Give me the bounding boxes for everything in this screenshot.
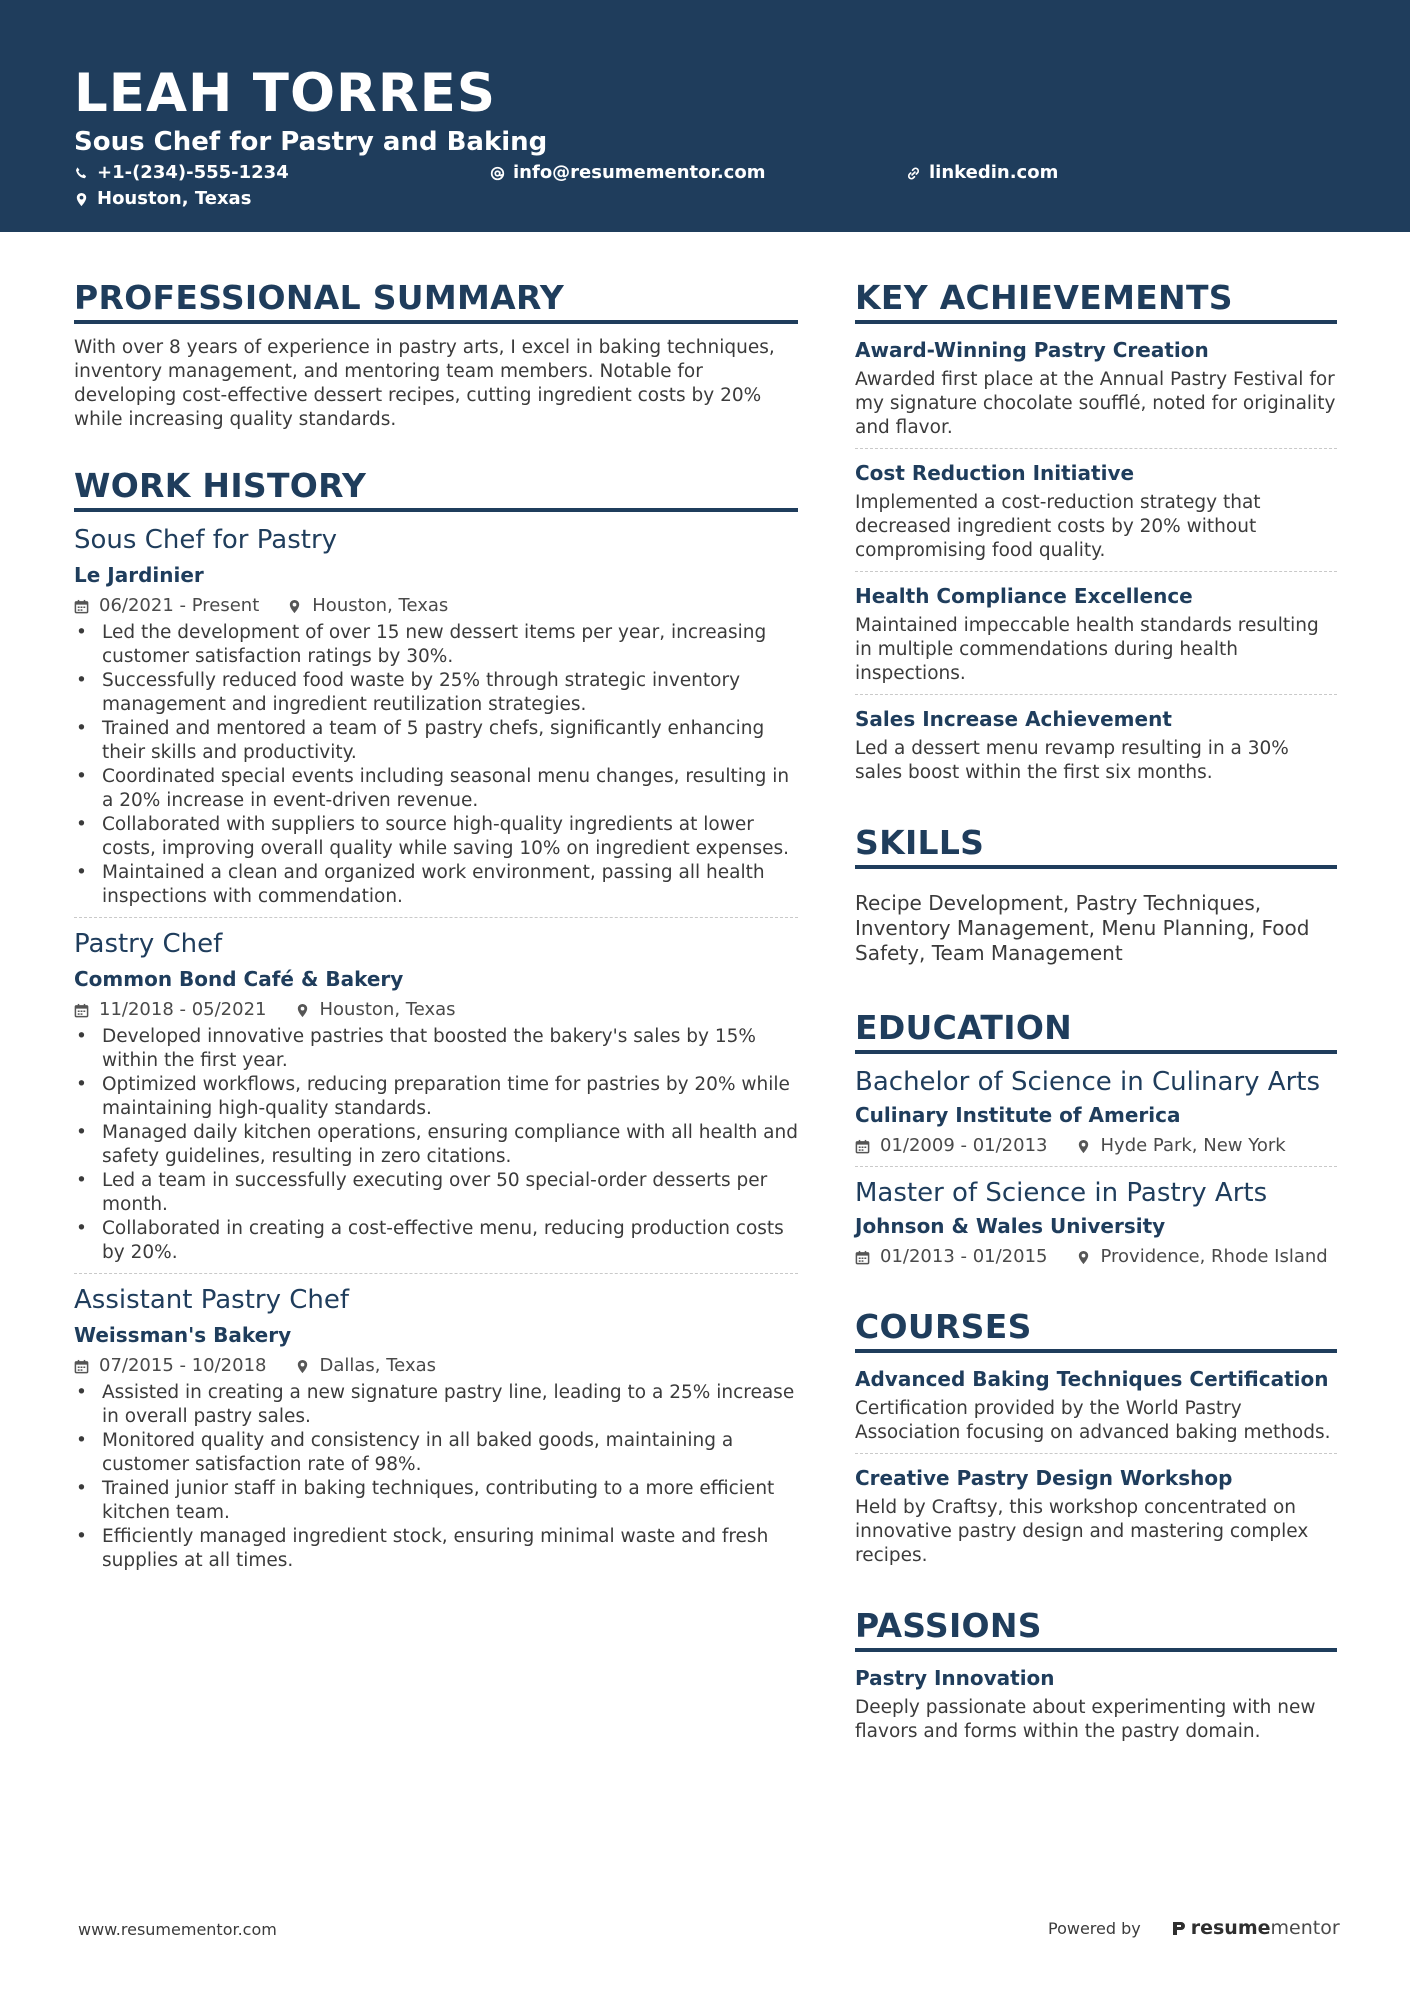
link-icon — [906, 166, 921, 181]
achievement-title: Health Compliance Excellence — [855, 584, 1193, 608]
bullet-item: • Efficiently managed ingredient stock, ensuring minimal waste and fresh supplies at all times. — [74, 1525, 798, 1573]
course-item — [855, 1453, 1337, 1576]
bullet-item: • Maintained a clean and organized work environment, passing all health inspections with commendation. — [74, 861, 798, 909]
achievement-title: Sales Increase Achievement — [855, 707, 1172, 731]
resume-header — [0, 0, 1410, 232]
location — [287, 594, 448, 618]
job-title: Assistant Pastry Chef — [74, 1285, 350, 1315]
location-text: Houston, Texas — [97, 188, 252, 209]
date-range: 07/2015 - 10/2018 — [99, 1355, 267, 1376]
meta-row — [855, 1245, 1337, 1269]
candidate-name: LEAH TORRES — [74, 63, 497, 124]
phone-icon — [74, 166, 89, 181]
education-entry — [855, 1166, 1337, 1277]
contact-phone[interactable] — [74, 161, 289, 185]
summary-text: With over 8 years of experience in pastry arts, I excel in baking techniques, inventory management, and mentoring team members. Notable for developing cost-effective dessert recipes, cutting ingredient costs by 20% while increasing quality standards. — [74, 337, 775, 430]
achievements-heading: KEY ACHIEVEMENTS — [855, 278, 1337, 324]
bullet-item: • Successfully reduced food waste by 25% through strategic inventory management and ingredient reutilization strategies. — [74, 669, 798, 717]
bullet-item: • Trained and mentored a team of 5 pastry chefs, significantly enhancing their skills and productivity. — [74, 717, 798, 765]
course-description: Certification provided by the World Pastry Association focusing on advanced baking methods. — [855, 1398, 1331, 1443]
bullet-item: • Optimized workflows, reducing preparation time for pastries by 20% while maintaining high-quality standards. — [74, 1073, 798, 1121]
contact-email[interactable] — [490, 161, 765, 185]
candidate-title: Sous Chef for Pastry and Baking — [74, 127, 548, 157]
location-pin-icon — [295, 1003, 310, 1018]
work-history-heading: WORK HISTORY — [74, 466, 798, 512]
meta-row — [74, 594, 798, 618]
location — [295, 1354, 437, 1378]
calendar-icon — [855, 1250, 870, 1265]
email-text: info@resumementor.com — [513, 162, 766, 183]
course-title: Advanced Baking Techniques Certification — [855, 1367, 1329, 1391]
meta-row — [74, 1354, 798, 1378]
skills-heading: SKILLS — [855, 823, 1337, 869]
calendar-icon — [74, 1359, 89, 1374]
education-list — [855, 1066, 1337, 1277]
passions-section — [855, 1606, 1337, 1752]
skills-text: Recipe Development, Pastry Techniques, Inventory Management, Menu Planning, Food Safety, Team Management — [855, 891, 1310, 965]
job-bullets — [74, 621, 798, 909]
achievement-description: Implemented a cost-reduction strategy that decreased ingredient costs by 20% without compromising food quality. — [855, 492, 1261, 561]
passions-heading: PASSIONS — [855, 1606, 1337, 1652]
contact-location — [74, 187, 251, 211]
achievement-description: Awarded first place at the Annual Pastry Festival for my signature chocolate soufflé, noted for originality and flavor. — [855, 369, 1336, 438]
job-title: Sous Chef for Pastry — [74, 525, 338, 555]
achievements-list — [855, 336, 1337, 793]
bullet-item: • Managed daily kitchen operations, ensuring compliance with all health and safety guidelines, resulting in zero citations. — [74, 1121, 798, 1169]
location-text: Houston, Texas — [319, 999, 456, 1020]
right-column — [855, 278, 1337, 1782]
company-name: Weissman's Bakery — [74, 1323, 292, 1347]
courses-list — [855, 1365, 1337, 1576]
calendar-icon — [74, 1003, 89, 1018]
skills-section — [855, 823, 1337, 966]
summary-section — [74, 278, 798, 432]
bullet-item: • Collaborated with suppliers to source high-quality ingredients at lower costs, improving overall quality while saving 10% on ingredient expenses. — [74, 813, 798, 861]
achievement-title: Award-Winning Pastry Creation — [855, 338, 1209, 362]
brand-light-text: mentor — [1270, 1917, 1340, 1939]
job-entry — [74, 524, 798, 917]
calendar-icon — [855, 1139, 870, 1154]
left-column — [74, 278, 798, 1611]
job-bullets — [74, 1381, 798, 1573]
education-heading: EDUCATION — [855, 1008, 1337, 1054]
education-entry — [855, 1066, 1337, 1166]
bullet-item: • Assisted in creating a new signature pastry line, leading to a 25% increase in overall pastry sales. — [74, 1381, 798, 1429]
powered-by-text: Powered by — [1048, 1918, 1141, 1938]
bullet-item: • Developed innovative pastries that boosted the bakery's sales by 15% within the first year. — [74, 1025, 798, 1073]
passion-item — [855, 1664, 1337, 1752]
achievements-section — [855, 278, 1337, 793]
at-icon — [490, 166, 505, 181]
resumementor-logo-icon — [1171, 1919, 1187, 1937]
bullet-item: • Led the development of over 15 new dessert items per year, increasing customer satisfaction ratings by 30%. — [74, 621, 798, 669]
location-pin-icon — [1076, 1250, 1091, 1265]
location-text: Hyde Park, New York — [1100, 1135, 1286, 1156]
jobs-list — [74, 524, 798, 1581]
education-section — [855, 1008, 1337, 1277]
work-history-section — [74, 466, 798, 1581]
achievement-item — [855, 694, 1337, 793]
footer-powered-by — [1048, 1917, 1340, 1939]
date-range: 01/2013 - 01/2015 — [880, 1246, 1048, 1267]
passion-title: Pastry Innovation — [855, 1666, 1055, 1690]
passions-list — [855, 1664, 1337, 1752]
meta-row — [74, 998, 798, 1022]
bullet-item: • Led a team in successfully executing over 50 special-order desserts per month. — [74, 1169, 798, 1217]
location-text: Dallas, Texas — [319, 1355, 436, 1376]
achievement-item — [855, 448, 1337, 571]
brand-bold-text: resume — [1190, 1917, 1271, 1939]
calendar-icon — [74, 599, 89, 614]
location-pin-icon — [287, 599, 302, 614]
achievement-description: Maintained impeccable health standards resulting in multiple commendations during health inspections. — [855, 615, 1319, 684]
date-range: 11/2018 - 05/2021 — [99, 999, 267, 1020]
location-pin-icon — [295, 1359, 310, 1374]
passion-description: Deeply passionate about experimenting with new flavors and forms within the pastry domain. — [855, 1697, 1316, 1742]
school-name: Johnson & Wales University — [855, 1214, 1166, 1238]
bullet-item: • Coordinated special events including seasonal menu changes, resulting in a 20% increase in event-driven revenue. — [74, 765, 798, 813]
date-range: 06/2021 - Present — [99, 595, 260, 616]
summary-heading: PROFESSIONAL SUMMARY — [74, 278, 798, 324]
achievement-item — [855, 336, 1337, 448]
job-entry — [74, 1273, 798, 1581]
location-pin-icon — [74, 192, 89, 207]
school-name: Culinary Institute of America — [855, 1103, 1181, 1127]
footer-website[interactable]: www.resumementor.com — [78, 1920, 277, 1939]
course-description: Held by Craftsy, this workshop concentrated on innovative pastry design and mastering complex recipes. — [855, 1497, 1309, 1566]
courses-section — [855, 1307, 1337, 1576]
company-name: Common Bond Café & Bakery — [74, 967, 404, 991]
meta-row — [855, 1134, 1337, 1158]
achievement-description: Led a dessert menu revamp resulting in a 30% sales boost within the first six months. — [855, 738, 1289, 783]
bullet-item: • Collaborated in creating a cost-effective menu, reducing production costs by 20%. — [74, 1217, 798, 1265]
bullet-item: • Monitored quality and consistency in all baked goods, maintaining a customer satisfaction rate of 98%. — [74, 1429, 798, 1477]
achievement-title: Cost Reduction Initiative — [855, 461, 1135, 485]
job-bullets — [74, 1025, 798, 1265]
course-title: Creative Pastry Design Workshop — [855, 1466, 1233, 1490]
location-pin-icon — [1076, 1139, 1091, 1154]
phone-text: +1-(234)-555-1234 — [97, 162, 289, 183]
location — [295, 998, 456, 1022]
location — [1076, 1134, 1286, 1158]
job-entry — [74, 917, 798, 1273]
company-name: Le Jardinier — [74, 563, 204, 587]
location-text: Providence, Rhode Island — [1100, 1246, 1328, 1267]
achievement-item — [855, 571, 1337, 694]
date-range: 01/2009 - 01/2013 — [880, 1135, 1048, 1156]
job-title: Pastry Chef — [74, 929, 223, 959]
brand-logo[interactable] — [1171, 1917, 1340, 1939]
courses-heading: COURSES — [855, 1307, 1337, 1353]
bullet-item: • Trained junior staff in baking techniques, contributing to a more efficient kitchen team. — [74, 1477, 798, 1525]
linkedin-text: linkedin.com — [929, 162, 1059, 183]
location — [1076, 1245, 1328, 1269]
degree: Master of Science in Pastry Arts — [855, 1178, 1268, 1208]
degree: Bachelor of Science in Culinary Arts — [855, 1067, 1321, 1097]
course-item — [855, 1365, 1337, 1453]
location-text: Houston, Texas — [312, 595, 449, 616]
contact-linkedin[interactable] — [906, 161, 1058, 185]
